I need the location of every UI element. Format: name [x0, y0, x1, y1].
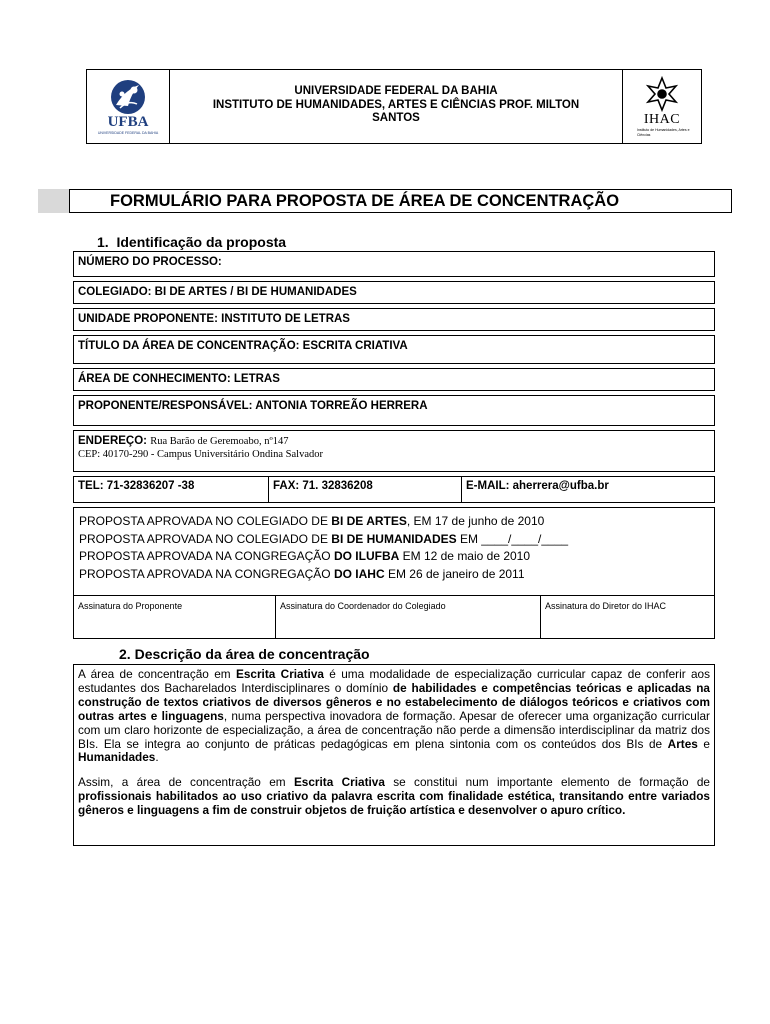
header-line-3: SANTOS: [372, 112, 420, 124]
bold-run: profissionais habilitados ao uso criativo da palavra escrita com finalidade estética, transitando entre variados gêneros e linguagens a fim de construir objetos de fruição artística e desenvolver o apuro crítico.: [78, 789, 710, 818]
approval-date: EM ____/____/____: [456, 531, 569, 546]
bold-run: Humanidades: [78, 750, 156, 765]
ufba-logo: [87, 70, 170, 143]
signature-row: [73, 595, 715, 639]
ihac-logo-text: IHAC: [643, 112, 681, 127]
approval-date: EM 26 de janeiro de 2011: [384, 567, 525, 582]
section-2-heading: [119, 646, 370, 662]
field-area: ÁREA DE CONHECIMENTO: LETRAS: [73, 368, 715, 391]
bold-run: Artes: [667, 736, 698, 751]
letterhead: [86, 69, 702, 144]
text-run: Assim, a área de concentração em: [78, 775, 294, 790]
approval-body: DO ILUFBA: [333, 549, 400, 564]
approval-line: [79, 513, 714, 531]
section-1-heading: [97, 234, 286, 250]
field-processo: NÚMERO DO PROCESSO:: [73, 251, 715, 277]
text-run: e: [697, 736, 710, 751]
approval-date: EM 12 de maio de 2010: [399, 549, 531, 564]
endereco-line-2: CEP: 40170-290 - Campus Universitário Ondina Salvador: [78, 449, 323, 460]
field-proponente: PROPONENTE/RESPONSÁVEL: ANTONIA TORREÃO HERRERA: [73, 395, 715, 426]
text-run: , numa perspectiva inovadora de formação. Apesar de oferecer uma organização curricular com um claro horizonte de especialização, a área de concentração não perde a dimensão interdisciplinar da matriz dos BIs. Ela se integra ao conjunto de práticas pedagógicas em plena sintonia com os conteúdos dos BIs de: [78, 708, 710, 751]
field-colegiado: COLEGIADO: BI DE ARTES / BI DE HUMANIDADES: [73, 281, 715, 304]
description-paragraph-1: [78, 668, 710, 765]
form-title: FORMULÁRIO PARA PROPOSTA DE ÁREA DE CONCENTRAÇÃO: [69, 189, 732, 213]
endereco-line-1: Rua Barão de Geremoabo, nº147: [150, 436, 289, 447]
field-endereco: [73, 430, 715, 472]
contact-row: [73, 476, 715, 503]
text-run: se constitui num importante elemento de formação de: [384, 775, 710, 790]
bold-run: Escrita Criativa: [293, 775, 385, 790]
approval-line: [79, 566, 714, 584]
description-paragraph-2: [78, 776, 710, 818]
endereco-label: ENDEREÇO:: [78, 435, 148, 447]
approval-text: PROPOSTA APROVADA NA CONGREGAÇÃO: [79, 549, 334, 564]
ufba-logo-text: UFBA: [107, 114, 149, 130]
section-2-number: 2.: [119, 646, 131, 662]
approval-body: BI DE ARTES: [331, 514, 407, 528]
ufba-logo-subtext: UNIVERSIDADE FEDERAL DA BAHIA: [97, 131, 159, 135]
field-tel: TEL: 71-32836207 -38: [74, 477, 269, 502]
approval-text: PROPOSTA APROVADA NO COLEGIADO DE: [79, 514, 332, 528]
approval-line: [79, 548, 714, 566]
section-1-number: 1.: [97, 234, 109, 250]
section-1-title: Identificação da proposta: [116, 234, 287, 250]
approvals-box: [73, 507, 715, 595]
field-titulo: TÍTULO DA ÁREA DE CONCENTRAÇÃO: ESCRITA CRIATIVA: [73, 335, 715, 364]
signature-proponente: Assinatura do Proponente: [74, 596, 276, 638]
approval-text: PROPOSTA APROVADA NA CONGREGAÇÃO: [79, 567, 334, 582]
ihac-logo: [622, 70, 701, 143]
signature-diretor: Assinatura do Diretor do IHAC: [545, 601, 667, 611]
approval-text: PROPOSTA APROVADA NO COLEGIADO DE: [79, 531, 332, 546]
field-email: E-MAIL: aherrera@ufba.br: [466, 480, 609, 492]
header-line-2: INSTITUTO DE HUMANIDADES, ARTES E CIÊNCIAS PROF. MILTON: [212, 98, 580, 111]
text-run: é uma modalidade de especialização curricular capaz de conferir aos estudantes dos Bacharelados Interdisciplinares o domínio: [78, 667, 711, 695]
approval-body: BI DE HUMANIDADES: [331, 531, 457, 546]
field-unidade: UNIDADE PROPONENTE: INSTITUTO DE LETRAS: [73, 308, 715, 331]
section-2-title: Descrição da área de concentração: [134, 646, 370, 662]
institution-header: [169, 70, 623, 143]
approval-line: [79, 531, 714, 549]
text-run: A área de concentração em: [78, 667, 236, 681]
bold-run: Escrita Criativa: [235, 667, 324, 681]
title-shade-block: [38, 189, 70, 213]
description-box: [73, 664, 715, 846]
ihac-logo-subtext: Instituto de Humanidades, Artes e Ciências: [637, 128, 690, 137]
approval-date: , EM 17 de junho de 2010: [406, 514, 545, 528]
field-fax: FAX: 71. 32836208: [269, 477, 462, 502]
bold-run: de habilidades e competências teóricas e aplicadas na construção de textos criativos de diversos gêneros e no estabelecimento de diálogos teóricos e criativos com outras artes e linguagens: [78, 680, 710, 723]
signature-coordenador: Assinatura do Coordenador do Colegiado: [276, 596, 541, 638]
approval-body: DO IAHC: [333, 567, 385, 582]
header-line-1: UNIVERSIDADE FEDERAL DA BAHIA: [294, 85, 498, 97]
text-run: .: [155, 750, 159, 765]
